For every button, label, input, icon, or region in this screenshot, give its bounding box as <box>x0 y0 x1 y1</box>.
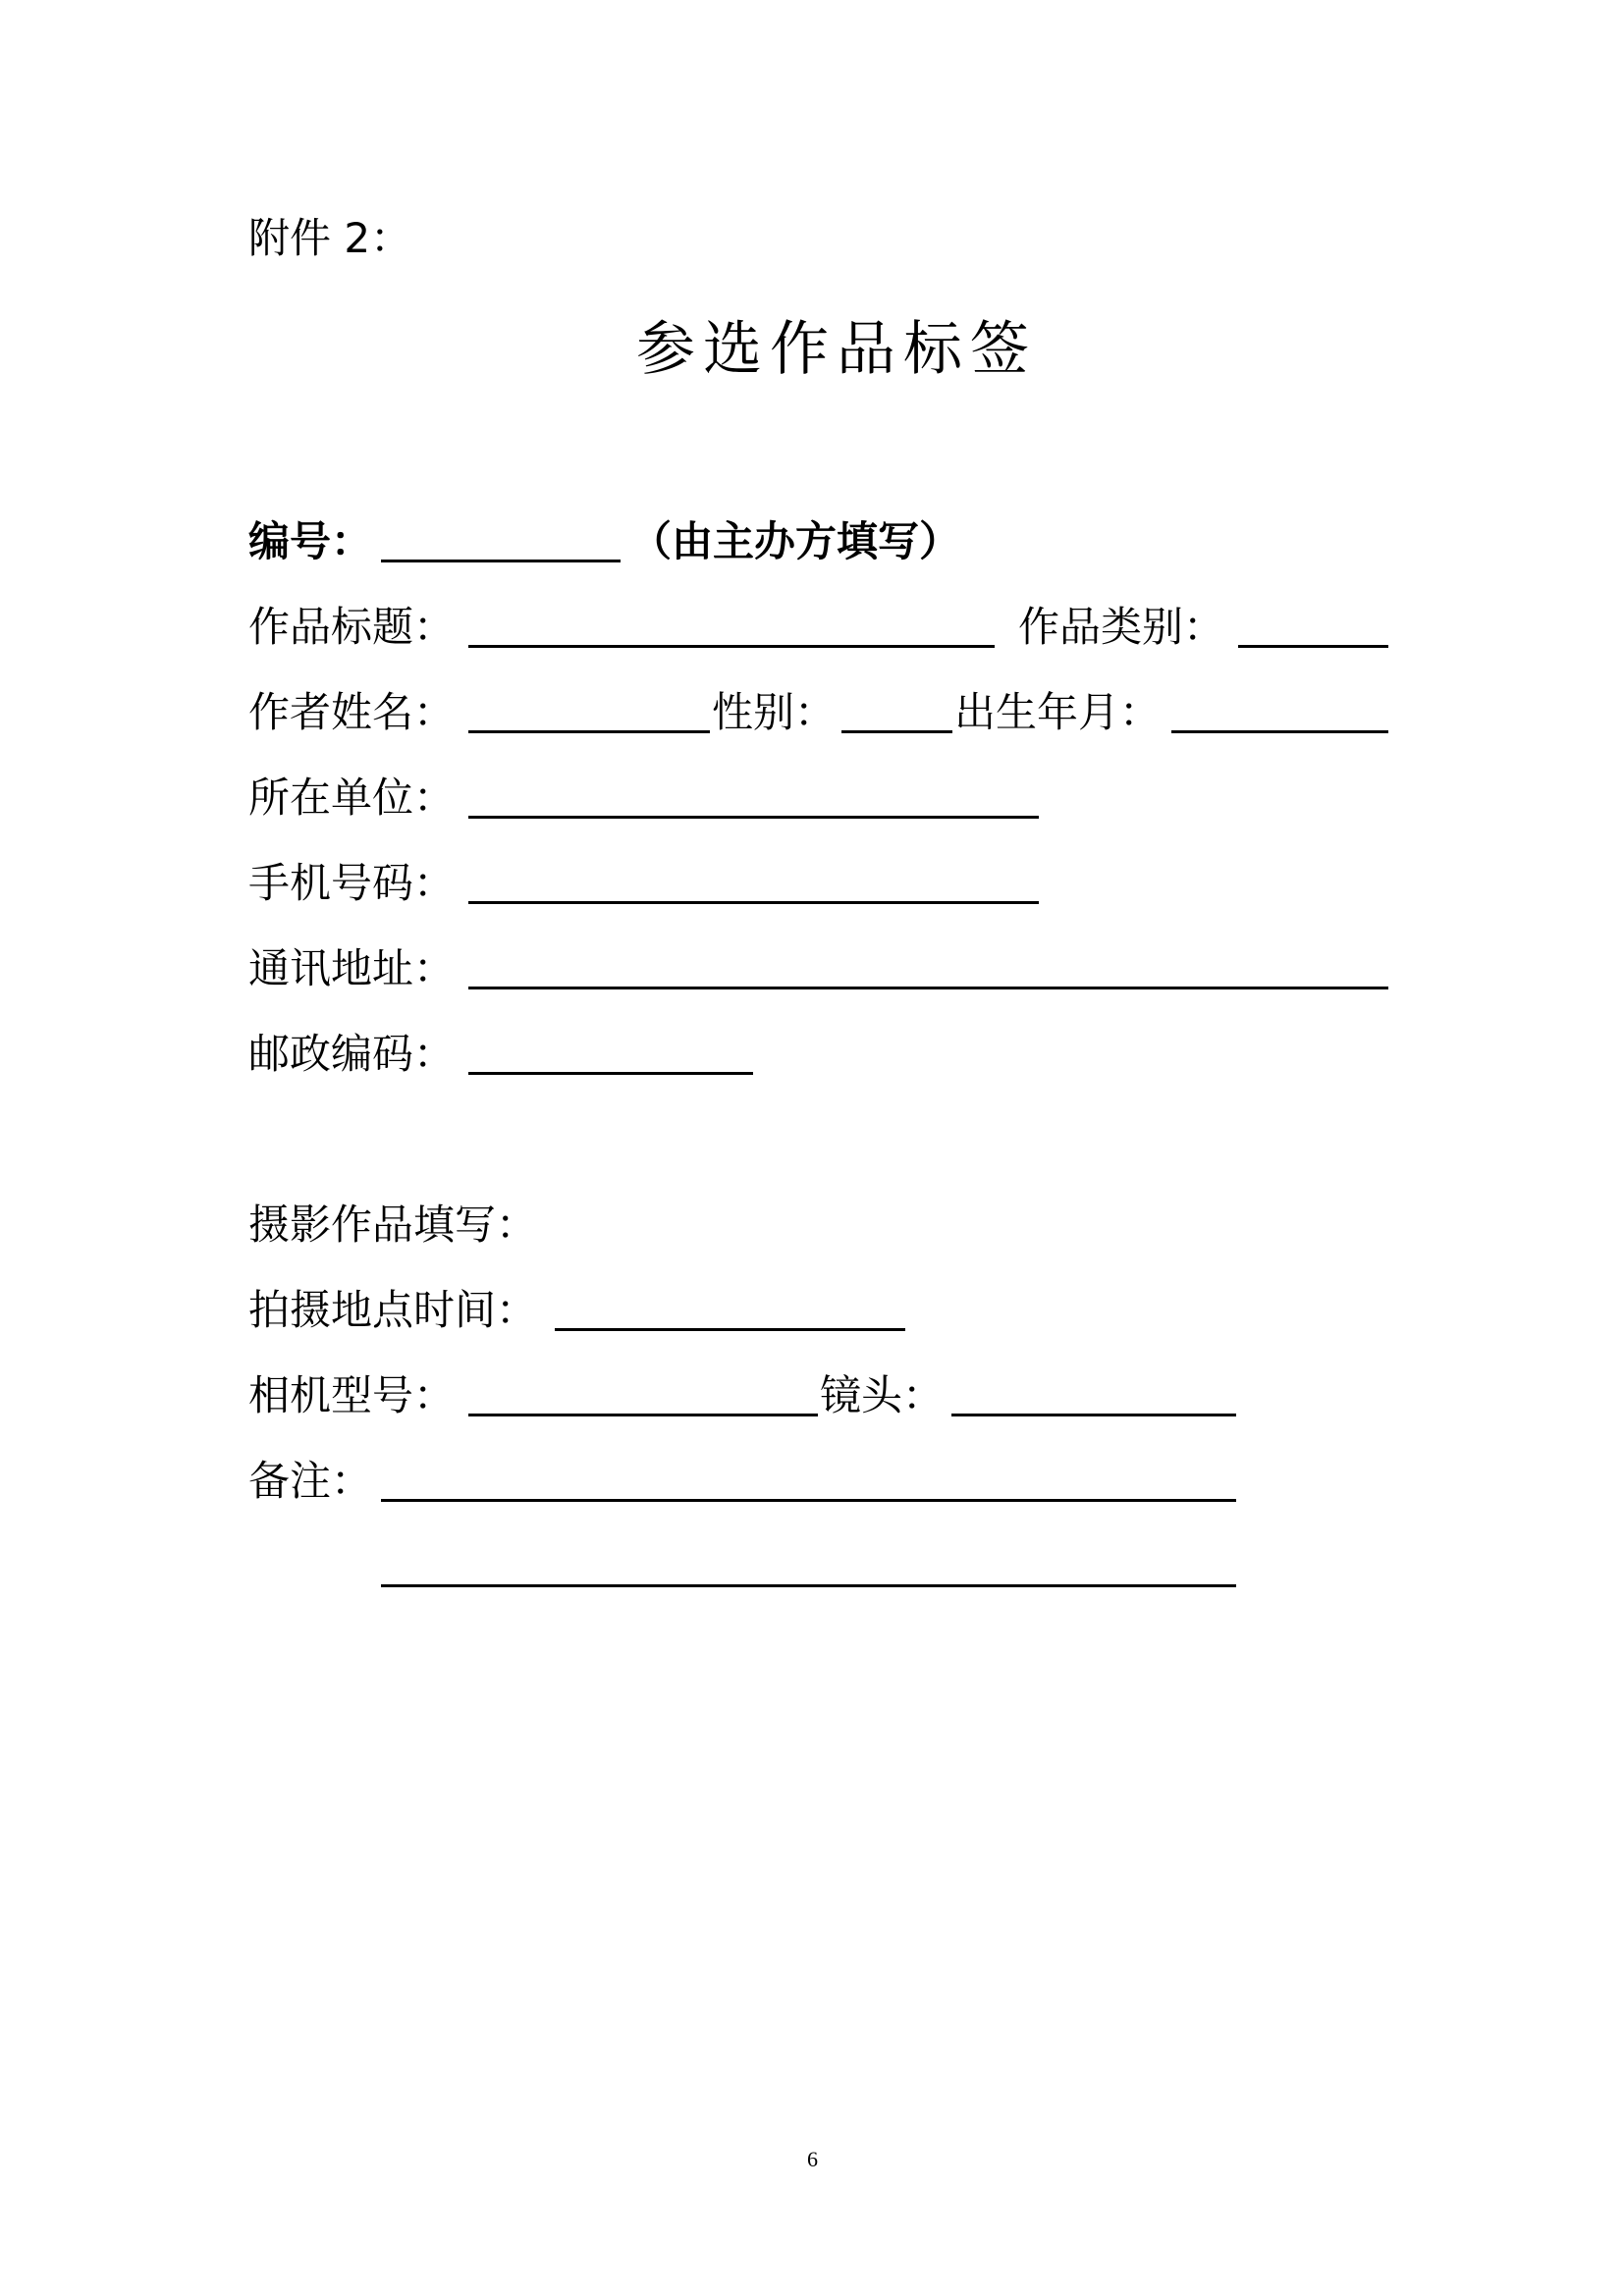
page-number: 6 <box>807 2147 818 2171</box>
page-title: 参选作品标签 <box>636 315 1037 384</box>
lens-label: 镜头： <box>820 1371 945 1419</box>
camera-label: 相机型号： <box>248 1371 456 1419</box>
gender-field[interactable] <box>841 730 952 733</box>
photo-section-heading: 摄影作品填写： <box>248 1201 538 1249</box>
work-category-label: 作品类别： <box>1018 603 1225 651</box>
serial-field[interactable] <box>381 560 621 562</box>
work-title-label: 作品标题： <box>248 603 456 651</box>
author-name-label: 作者姓名： <box>248 688 456 736</box>
organization-label: 所在单位： <box>248 774 456 822</box>
remarks-field-line-2[interactable] <box>381 1584 1236 1587</box>
mobile-field[interactable] <box>468 901 1039 904</box>
postcode-field[interactable] <box>468 1072 753 1075</box>
serial-note: （由主办方填写） <box>630 517 961 565</box>
place-time-field[interactable] <box>555 1328 905 1331</box>
address-label: 通讯地址： <box>248 944 456 992</box>
camera-field[interactable] <box>468 1414 818 1416</box>
birth-field[interactable] <box>1171 730 1388 733</box>
address-field[interactable] <box>468 987 1388 989</box>
gender-label: 性别： <box>712 688 837 736</box>
postcode-label: 邮政编码： <box>248 1030 456 1078</box>
serial-label: 编号： <box>248 517 373 565</box>
attachment-label: 附件 2： <box>248 214 412 262</box>
place-time-label: 拍摄地点时间： <box>248 1286 538 1334</box>
work-title-field[interactable] <box>468 645 995 648</box>
remarks-field-line-1[interactable] <box>381 1499 1236 1502</box>
lens-field[interactable] <box>951 1414 1236 1416</box>
birth-label: 出生年月： <box>954 688 1162 736</box>
organization-field[interactable] <box>468 816 1039 819</box>
work-category-field[interactable] <box>1238 645 1388 648</box>
author-name-field[interactable] <box>468 730 710 733</box>
remarks-label: 备注： <box>248 1457 373 1505</box>
mobile-label: 手机号码： <box>248 859 456 907</box>
